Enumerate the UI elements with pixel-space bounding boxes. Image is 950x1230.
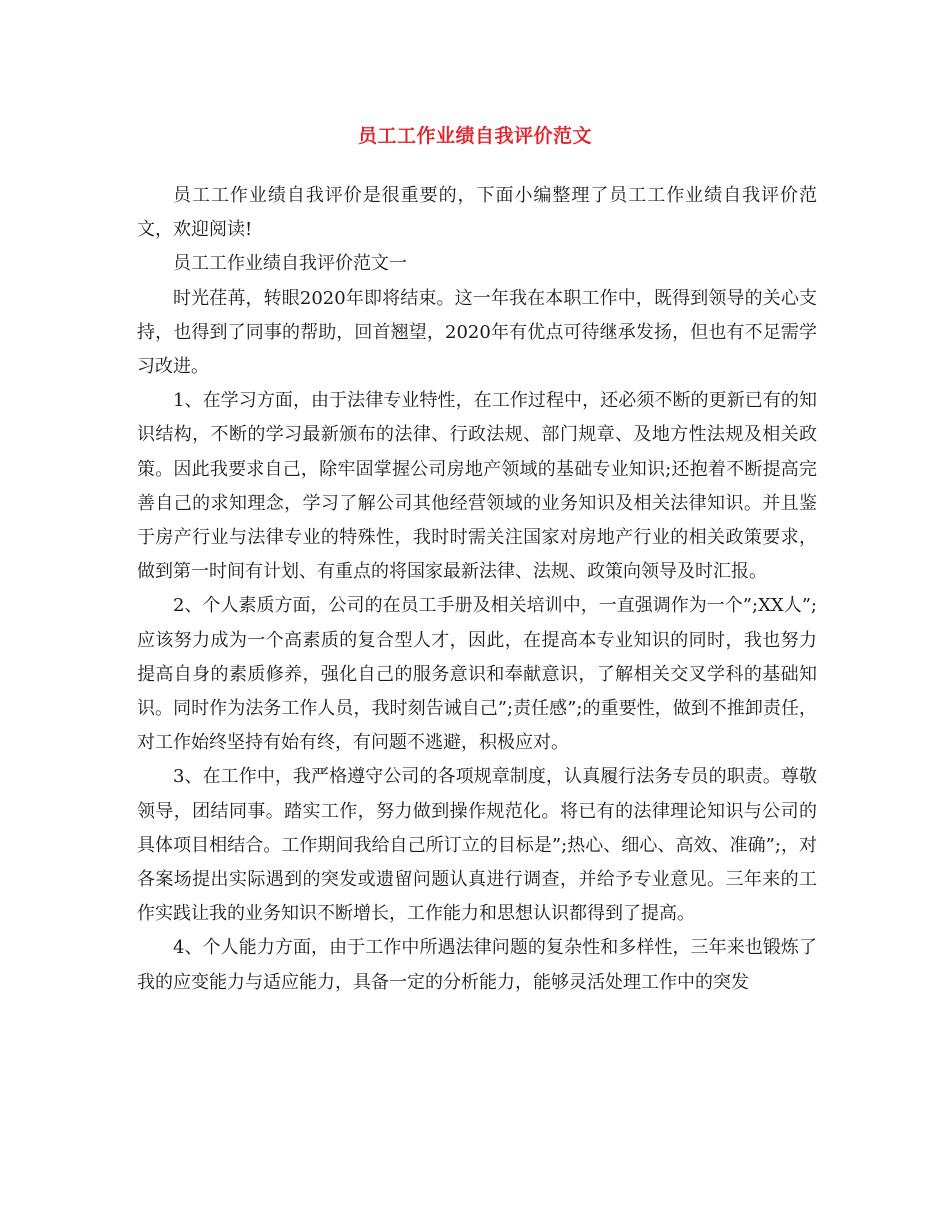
paragraph-intro: 员工工作业绩自我评价是很重要的，下面小编整理了员工工作业绩自我评价范文，欢迎阅读! (137, 185, 817, 241)
paragraph-work: 3、在工作中，我严格遵守公司的各项规章制度，认真履行法务专员的职责。尊敬领导，团结同事。踏实工作，努力做到操作规范化。将已有的法律理论知识与公司的具体项目相结合。工作期间我给自己所订立的目标是”;热心、细心、高效、准确”;，对各案场提出实际遇到的突发或遗留问题认真进行调查，并给予专业意见。三年来的工作实践让我的业务知识不断增长，工作能力和思想认识都得到了提高。 (137, 766, 817, 925)
paragraph-study: 1、在学习方面，由于法律专业特性，在工作过程中，还必须不断的更新已有的知识结构，不断的学习最新颁布的法律、行政法规、部门规章、及地方性法规及相关政策。因此我要求自己，除牢固掌握公司房地产领域的基础专业知识;还抱着不断提高完善自己的求知理念，学习了解公司其他经营领域的业务知识及相关法律知识。并且鉴于房产行业与法律专业的特殊性，我时时需关注国家对房地产行业的相关政策要求，做到第一时间有计划、有重点的将国家最新法律、法规、政策向领导及时汇报。 (137, 390, 817, 583)
paragraph-quality: 2、个人素质方面，公司的在员工手册及相关培训中，一直强调作为一个”;XX人”;应该努力成为一个高素质的复合型人才，因此，在提高本专业知识的同时，我也努力提高自身的素质修养，强化自己的服务意识和奉献意识，了解相关交叉学科的基础知识。同时作为法务工作人员，我时刻告诫自己”;责任感”;的重要性，做到不推卸责任，对工作始终坚持有始有终，有问题不逃避，积极应对。 (137, 595, 817, 754)
document-body (137, 179, 817, 1000)
document-title: 员工工作业绩自我评价范文 (357, 125, 592, 147)
paragraph-ability: 4、个人能力方面，由于工作中所遇法律问题的复杂性和多样性，三年来也锻炼了我的应变能力与适应能力，具备一定的分析能力，能够灵活处理工作中的突发 (137, 937, 817, 993)
paragraph-opening: 时光荏苒，转眼2020年即将结束。这一年我在本职工作中，既得到领导的关心支持，也得到了同事的帮助，回首翘望，2020年有优点可待继承发扬，但也有不足需学习改进。 (137, 287, 817, 378)
paragraph-subheading: 员工工作业绩自我评价范文一 (173, 253, 407, 275)
